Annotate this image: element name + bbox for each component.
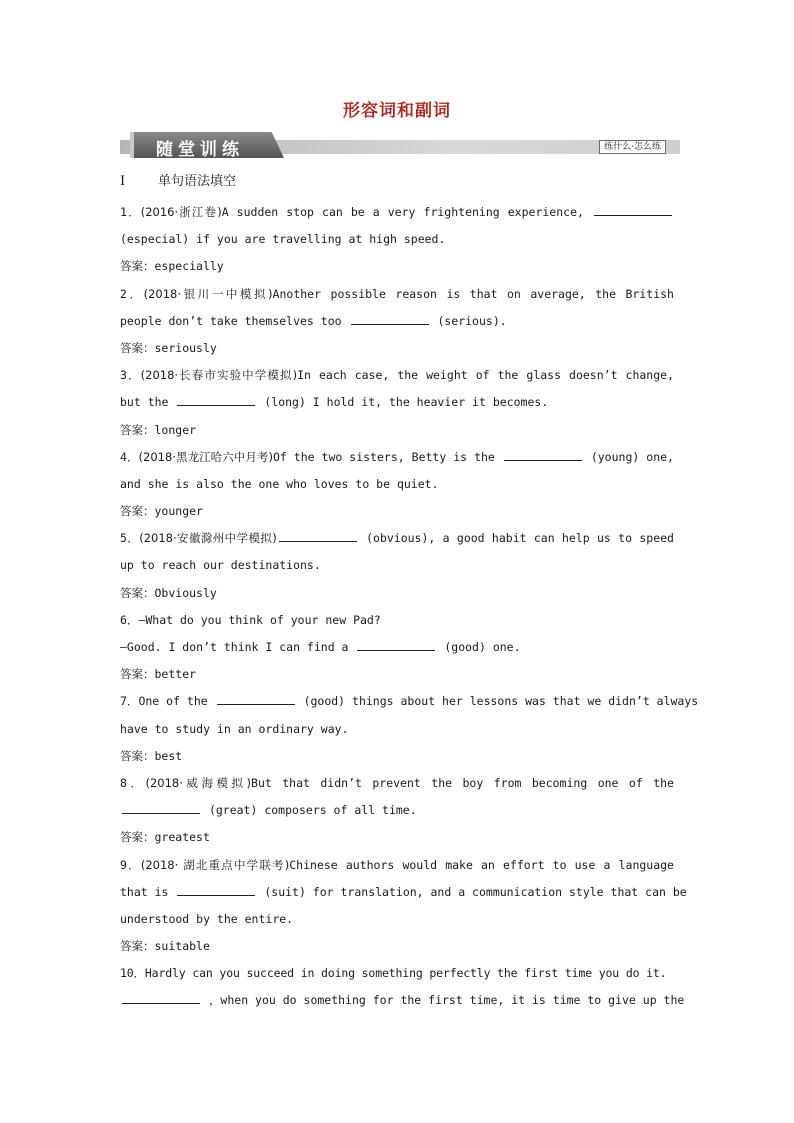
question-1-line-2 xyxy=(120,226,674,253)
question-source: (2016·浙江卷) xyxy=(140,205,222,219)
question-text: that is xyxy=(120,884,169,899)
question-text: (suit) for translation, and a communication style that can be xyxy=(264,884,687,899)
question-text: understood by the entire. xyxy=(120,911,294,926)
answer-text: best xyxy=(154,748,183,763)
answer-text: better xyxy=(154,667,197,682)
answer-label: 答案： xyxy=(120,585,155,600)
question-text: ，when you do something for the first time, it is time to give up the xyxy=(208,993,685,1008)
question-2-line-2 xyxy=(120,308,674,335)
question-text: Of the two sisters, Betty is the xyxy=(272,449,495,464)
answer-blank[interactable] xyxy=(351,310,429,325)
question-number: 8． xyxy=(120,775,146,790)
question-9-line-1 xyxy=(120,852,674,879)
question-8-line-1 xyxy=(120,770,674,797)
question-source: (2018·银川一中模拟) xyxy=(143,286,273,301)
answer-9 xyxy=(120,933,674,960)
question-number: 10． xyxy=(120,966,145,981)
question-source: (2018· 湖北重点中学联考) xyxy=(140,857,290,872)
question-text: up to reach our destinations. xyxy=(120,558,321,573)
question-7-line-2 xyxy=(120,716,674,743)
section-label: 单句语法填空 xyxy=(158,174,237,189)
question-text: Chinese authors would make an effort to use a language xyxy=(289,857,674,872)
answer-3 xyxy=(120,417,674,444)
question-text: (good) one. xyxy=(444,640,521,654)
answer-2 xyxy=(120,335,674,362)
answer-blank[interactable] xyxy=(594,201,672,216)
answer-7 xyxy=(120,743,674,770)
question-text: and she is also the one who loves to be quiet. xyxy=(120,476,439,491)
answer-blank[interactable] xyxy=(357,636,435,651)
question-9-line-2 xyxy=(120,879,687,906)
question-6-line-2 xyxy=(120,634,674,661)
answer-8 xyxy=(120,824,674,851)
answer-blank[interactable] xyxy=(279,527,357,542)
page-title: 形容词和副词 xyxy=(343,101,451,121)
question-1-line-1 xyxy=(120,199,674,226)
question-number: 4． xyxy=(120,449,139,464)
question-number: 7． xyxy=(120,694,139,709)
question-source: (2018·安徽滁州中学模拟) xyxy=(139,531,277,546)
question-text: Hardly can you succeed in doing something perfectly the first time you do it. xyxy=(144,966,667,981)
answer-text: younger xyxy=(154,504,203,519)
answer-text: suitable xyxy=(154,939,210,954)
answer-blank[interactable] xyxy=(177,391,255,406)
question-number: 6． xyxy=(120,612,139,627)
question-text: —What do you think of your new Pad? xyxy=(138,612,381,627)
answer-text: greatest xyxy=(154,830,210,845)
question-4-line-2 xyxy=(120,471,674,498)
question-text: But that didn’t prevent the boy from becoming one of the xyxy=(251,775,674,790)
answer-blank[interactable] xyxy=(122,989,200,1004)
question-text: In each case, the weight of the glass doesn’t change, xyxy=(297,368,674,383)
answer-text: seriously xyxy=(154,340,217,355)
section-banner xyxy=(120,132,680,158)
question-text: (great) composers of all time. xyxy=(208,803,417,818)
answer-blank[interactable] xyxy=(122,799,200,814)
question-5-line-2 xyxy=(120,552,674,579)
question-7-line-1 xyxy=(120,688,699,715)
exercise-content xyxy=(120,172,699,1015)
answer-label: 答案： xyxy=(120,504,155,519)
question-4-line-1 xyxy=(120,444,674,471)
question-text: (long) I hold it, the heavier it becomes. xyxy=(264,395,549,410)
question-text: —Good. I don’t think I can find a xyxy=(120,640,349,654)
question-9-line-3 xyxy=(120,906,674,933)
question-text: (obvious), a good habit can help us to speed xyxy=(366,531,674,546)
question-number: 1． xyxy=(120,205,141,219)
question-5-line-1 xyxy=(120,525,674,552)
question-text: (young) one, xyxy=(590,449,674,464)
answer-blank[interactable] xyxy=(217,690,295,705)
answer-label: 答案： xyxy=(120,340,155,355)
question-2-line-1 xyxy=(120,281,674,308)
banner-tab-label: 随堂训练 xyxy=(156,140,244,160)
question-text: but the xyxy=(120,395,169,410)
answer-label: 答案： xyxy=(120,422,155,437)
banner-right-label: 练什么·怎么练 xyxy=(599,140,666,154)
question-number: 3． xyxy=(120,368,141,383)
question-text: (good) things about her lessons was that we didn’t always xyxy=(303,694,699,709)
question-source: (2018·黑龙江哈六中月考) xyxy=(138,449,273,464)
question-number: 2． xyxy=(120,286,144,301)
answer-label: 答案： xyxy=(120,830,155,845)
answer-6 xyxy=(120,661,674,688)
question-text: Another possible reason is that on average, the British xyxy=(272,286,674,301)
question-text: have to study in an ordinary way. xyxy=(120,721,349,736)
question-3-line-2 xyxy=(120,389,674,416)
question-number: 5． xyxy=(120,531,140,546)
answer-text: longer xyxy=(154,422,197,437)
question-text: One of the xyxy=(138,694,208,709)
section-heading xyxy=(120,172,674,192)
answer-1 xyxy=(120,253,674,280)
answer-blank[interactable] xyxy=(177,881,255,896)
answer-label: 答案： xyxy=(120,939,155,954)
question-source: (2018·长春市实验中学模拟) xyxy=(140,368,298,383)
question-text: (serious). xyxy=(437,313,507,328)
answer-text: Obviously xyxy=(154,585,217,600)
question-10-line-1 xyxy=(120,960,674,987)
answer-text: especially xyxy=(154,259,224,274)
answer-label: 答案： xyxy=(120,667,155,682)
answer-4 xyxy=(120,498,674,525)
question-number: 9． xyxy=(120,857,141,872)
question-text: A sudden stop can be a very frightening experience, xyxy=(221,205,584,219)
section-numeral: Ⅰ xyxy=(120,174,126,189)
answer-5 xyxy=(120,580,674,607)
question-source: (2018·威海模拟) xyxy=(145,775,252,790)
question-3-line-1 xyxy=(120,362,674,389)
answer-blank[interactable] xyxy=(504,446,582,461)
question-text: (especial) if you are travelling at high speed. xyxy=(120,232,446,247)
question-text: people don’t take themselves too xyxy=(120,313,342,328)
question-6-line-1 xyxy=(120,607,674,634)
answer-label: 答案： xyxy=(120,259,155,274)
question-8-line-2 xyxy=(120,797,674,824)
answer-label: 答案： xyxy=(120,748,155,763)
question-10-line-2 xyxy=(120,987,685,1014)
